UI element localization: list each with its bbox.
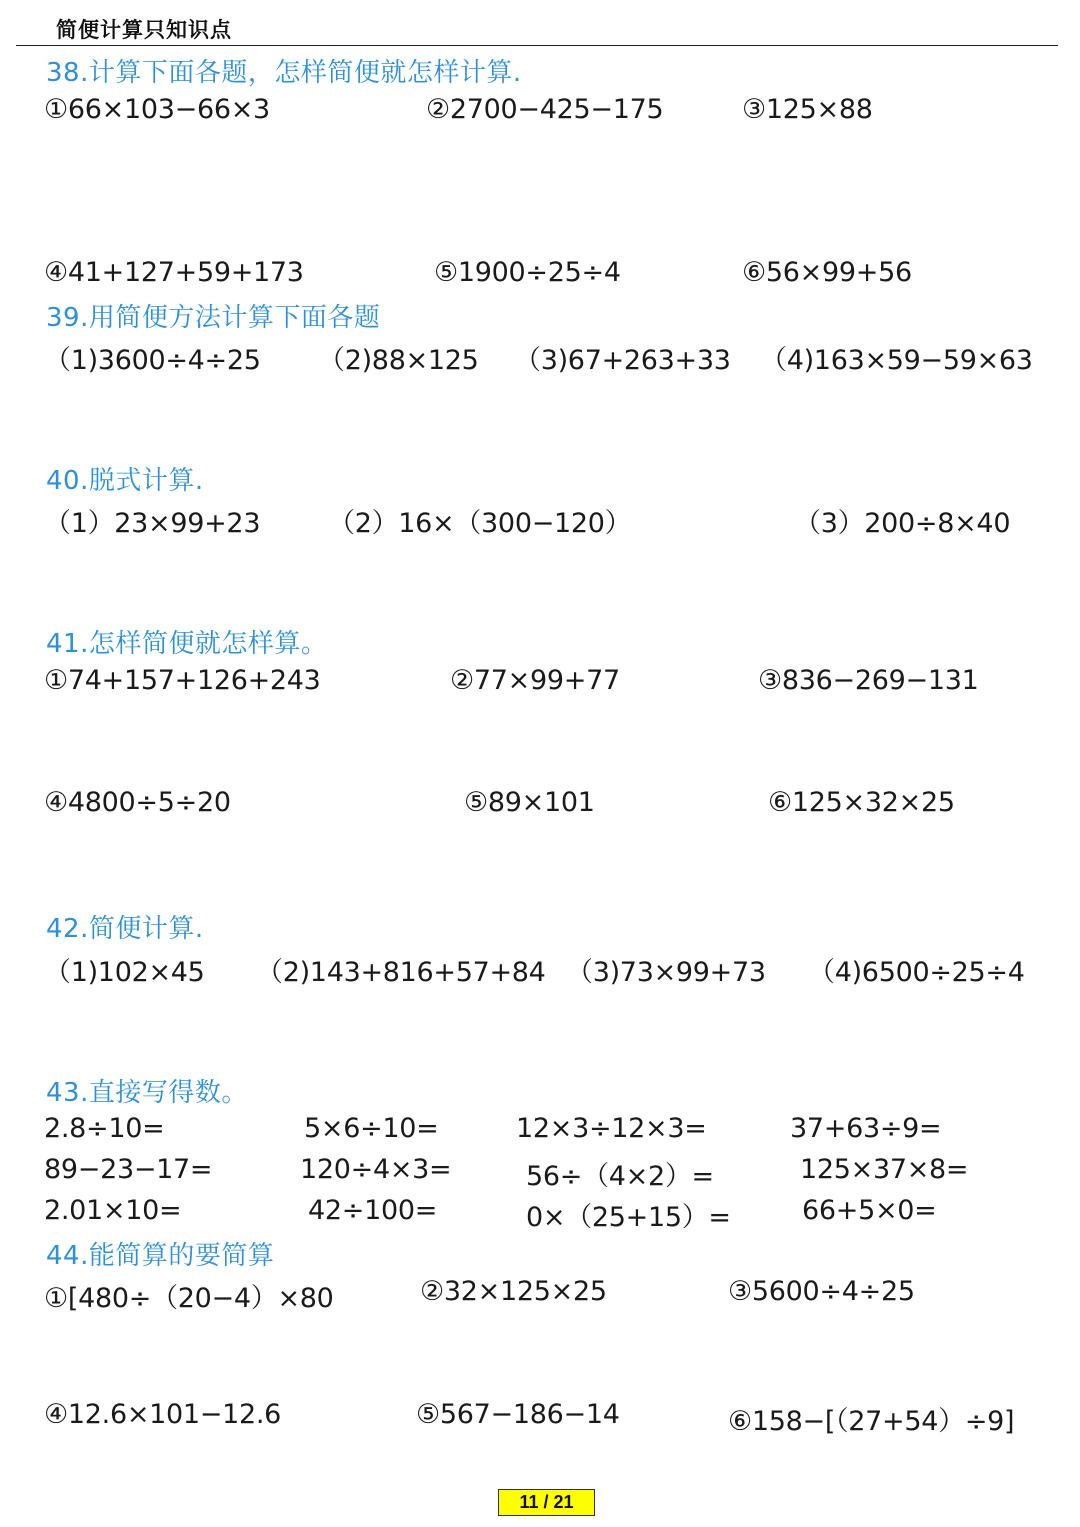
problem-38-2: ②2700−425−175 (426, 94, 664, 125)
problem-38-6: ⑥56×99+56 (742, 257, 912, 288)
problem-41-2: ②77×99+77 (450, 665, 620, 696)
quick-calc-12: 66+5×0= (802, 1195, 937, 1226)
problem-41-5: ⑤89×101 (464, 787, 595, 818)
quick-calc-11: 0×（25+15）= (526, 1202, 731, 1233)
problem-38-5: ⑤1900÷25÷4 (434, 257, 621, 288)
header-divider (16, 45, 1058, 46)
problem-39-2: （2)88×125 (318, 345, 479, 376)
document-header-title: 简便计算只知识点 (56, 17, 232, 42)
section-title-44: 44.能简算的要简算 (46, 1241, 275, 1271)
quick-calc-6: 120÷4×3= (300, 1154, 452, 1185)
problem-41-6: ⑥125×32×25 (768, 787, 955, 818)
page-number-badge: 11 / 21 (498, 1489, 595, 1516)
quick-calc-9: 2.01×10= (44, 1195, 182, 1226)
problem-44-6: ⑥158−[（27+54）÷9] (728, 1406, 1015, 1437)
section-title-41: 41.怎样简便就怎样算。 (46, 629, 328, 659)
problem-44-1: ①[480÷（20−4）×80 (44, 1283, 334, 1314)
problem-40-2: （2）16×（300−120） (328, 508, 632, 539)
quick-calc-8: 125×37×8= (800, 1154, 969, 1185)
problem-39-1: （1)3600÷4÷25 (44, 345, 261, 376)
problem-42-3: （3)73×99+73 (566, 957, 766, 988)
problem-44-4: ④12.6×101−12.6 (44, 1399, 282, 1430)
problem-40-3: （3）200÷8×40 (794, 508, 1011, 539)
problem-38-3: ③125×88 (742, 94, 873, 125)
quick-calc-4: 37+63÷9= (790, 1113, 942, 1144)
problem-42-2: （2)143+816+57+84 (256, 957, 546, 988)
quick-calc-10: 42÷100= (308, 1195, 438, 1226)
problem-38-4: ④41+127+59+173 (44, 257, 304, 288)
section-title-40: 40.脱式计算. (46, 466, 204, 496)
quick-calc-7: 56÷（4×2）= (526, 1161, 714, 1192)
quick-calc-3: 12×3÷12×3= (516, 1113, 707, 1144)
problem-39-4: （4)163×59−59×63 (760, 345, 1033, 376)
quick-calc-1: 2.8÷10= (44, 1113, 165, 1144)
section-title-39: 39.用简便方法计算下面各题 (46, 303, 381, 333)
quick-calc-5: 89−23−17= (44, 1154, 213, 1185)
problem-41-3: ③836−269−131 (758, 665, 979, 696)
problem-40-1: （1）23×99+23 (44, 508, 261, 539)
problem-44-2: ②32×125×25 (420, 1276, 607, 1307)
problem-38-1: ①66×103−66×3 (44, 94, 270, 125)
section-title-43: 43.直接写得数。 (46, 1078, 248, 1108)
section-title-42: 42.简便计算. (46, 914, 204, 944)
quick-calc-2: 5×6÷10= (304, 1113, 439, 1144)
problem-39-3: （3)67+263+33 (514, 345, 731, 376)
problem-42-1: （1)102×45 (44, 957, 205, 988)
problem-41-4: ④4800÷5÷20 (44, 787, 231, 818)
problem-42-4: （4)6500÷25÷4 (808, 957, 1025, 988)
section-title-38: 38.计算下面各题，怎样简便就怎样计算. (46, 58, 522, 88)
problem-44-3: ③5600÷4÷25 (728, 1276, 915, 1307)
problem-41-1: ①74+157+126+243 (44, 665, 321, 696)
problem-44-5: ⑤567−186−14 (416, 1399, 620, 1430)
